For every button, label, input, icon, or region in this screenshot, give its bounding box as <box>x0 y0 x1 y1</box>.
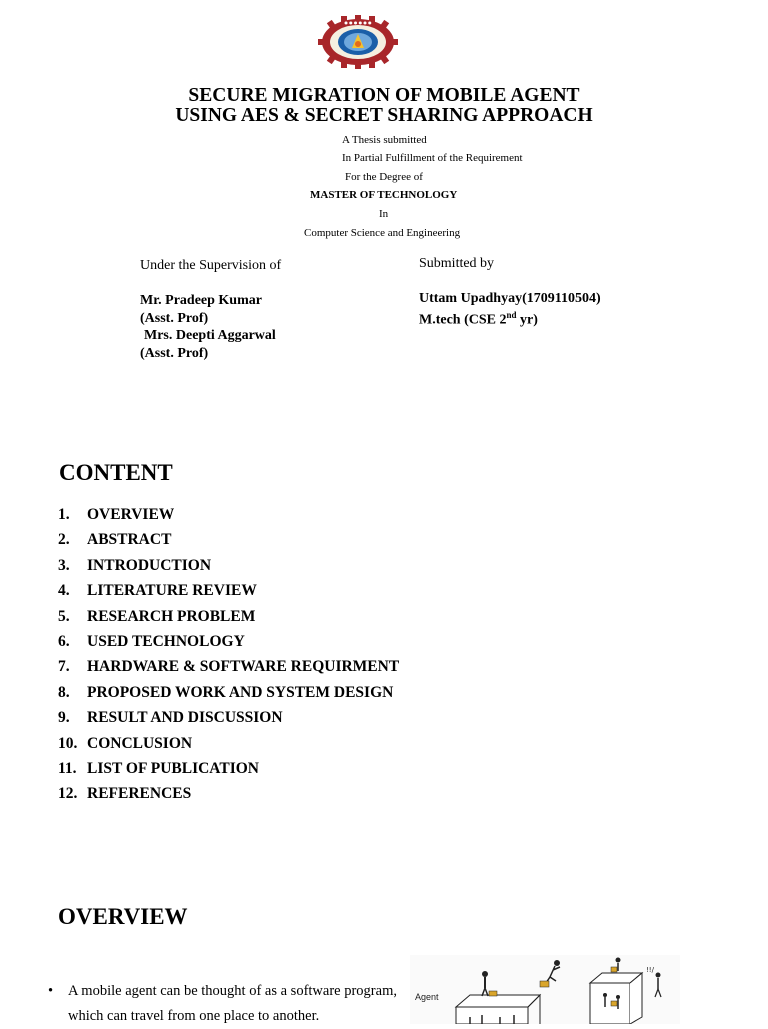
toc-item-number: 12. <box>58 785 78 803</box>
toc-item-number: 8. <box>58 683 70 701</box>
toc-item-label: PROPOSED WORK AND SYSTEM DESIGN <box>87 683 394 701</box>
thesis-in-text: In <box>379 208 389 220</box>
thesis-fulfillment-text: In Partial Fulfillment of the Requirement <box>342 152 523 164</box>
toc-item-label: OVERVIEW <box>87 506 175 523</box>
supervisor-1-name: Mr. Pradeep Kumar <box>140 293 262 308</box>
toc-item-number: 11. <box>58 759 77 777</box>
overview-bullet-line1: A mobile agent can be thought of as a software program, <box>68 983 397 999</box>
branch-name: Computer Science and Engineering <box>304 227 461 239</box>
toc-item-number: 2. <box>58 531 70 549</box>
toc-item-number: 7. <box>58 658 70 676</box>
toc-item <box>58 604 399 629</box>
toc-item <box>58 527 399 552</box>
supervisor-1-role: (Asst. Prof) <box>140 311 209 326</box>
content-heading: CONTENT <box>59 460 173 485</box>
toc-item <box>58 502 399 527</box>
degree-name: MASTER OF TECHNOLOGY <box>310 189 458 201</box>
university-logo <box>316 14 400 70</box>
toc-item-label: RESULT AND DISCUSSION <box>87 709 283 727</box>
toc-item-number: 3. <box>58 556 70 574</box>
overview-heading: OVERVIEW <box>58 904 188 929</box>
student-course: M.tech (CSE 2nd yr) <box>419 310 538 328</box>
toc-item-label: USED TECHNOLOGY <box>87 632 245 650</box>
figure-agent-label: Agent <box>415 992 439 1002</box>
toc-item <box>58 654 399 679</box>
toc-item <box>58 705 399 730</box>
toc-item <box>58 680 399 705</box>
supervisor-2-name: Mrs. Deepti Aggarwal <box>144 328 276 343</box>
toc-item-number: 10. <box>58 734 78 752</box>
toc-item-label: REFERENCES <box>87 785 192 803</box>
toc-item-number: 9. <box>58 709 70 727</box>
toc-item <box>58 553 399 578</box>
toc-item <box>58 578 399 603</box>
toc-item-label: CONCLUSION <box>87 734 193 752</box>
table-of-contents <box>58 502 399 807</box>
toc-item-label: ABSTRACT <box>87 531 172 549</box>
thesis-submitted-text: A Thesis submitted <box>342 134 427 146</box>
overview-bullet-line2: which can travel from one place to another. <box>68 1008 320 1024</box>
supervisor-2-role: (Asst. Prof) <box>140 346 209 361</box>
svg-text:!!/: !!/ <box>646 966 654 974</box>
thesis-title-line2: USING AES & SECRET SHARING APPROACH <box>175 105 593 126</box>
supervision-heading: Under the Supervision of <box>140 258 282 273</box>
thesis-title-line1: SECURE MIGRATION OF MOBILE AGENT <box>188 85 580 106</box>
thesis-degree-for-text: For the Degree of <box>345 171 423 183</box>
toc-item-number: 6. <box>58 632 70 650</box>
svg-text:● ● ● ● ● ●: ● ● ● ● ● ● <box>344 20 372 25</box>
toc-item <box>58 731 399 756</box>
toc-item-label: INTRODUCTION <box>87 556 212 574</box>
bullet-icon: • <box>48 983 54 999</box>
toc-item-number: 1. <box>58 506 70 523</box>
toc-item <box>58 629 399 654</box>
toc-item-number: 5. <box>58 607 70 625</box>
toc-item-label: HARDWARE & SOFTWARE REQUIRMENT <box>87 658 400 676</box>
student-name: Uttam Upadhyay(1709110504) <box>419 291 601 306</box>
mobile-agent-figure <box>410 955 680 1024</box>
toc-item <box>58 756 399 781</box>
submitted-by-heading: Submitted by <box>419 256 495 271</box>
toc-item-label: LIST OF PUBLICATION <box>87 759 259 777</box>
toc-item-label: LITERATURE REVIEW <box>87 582 257 600</box>
toc-item <box>58 781 399 806</box>
toc-item-number: 4. <box>58 582 70 600</box>
toc-item-label: RESEARCH PROBLEM <box>87 607 256 625</box>
